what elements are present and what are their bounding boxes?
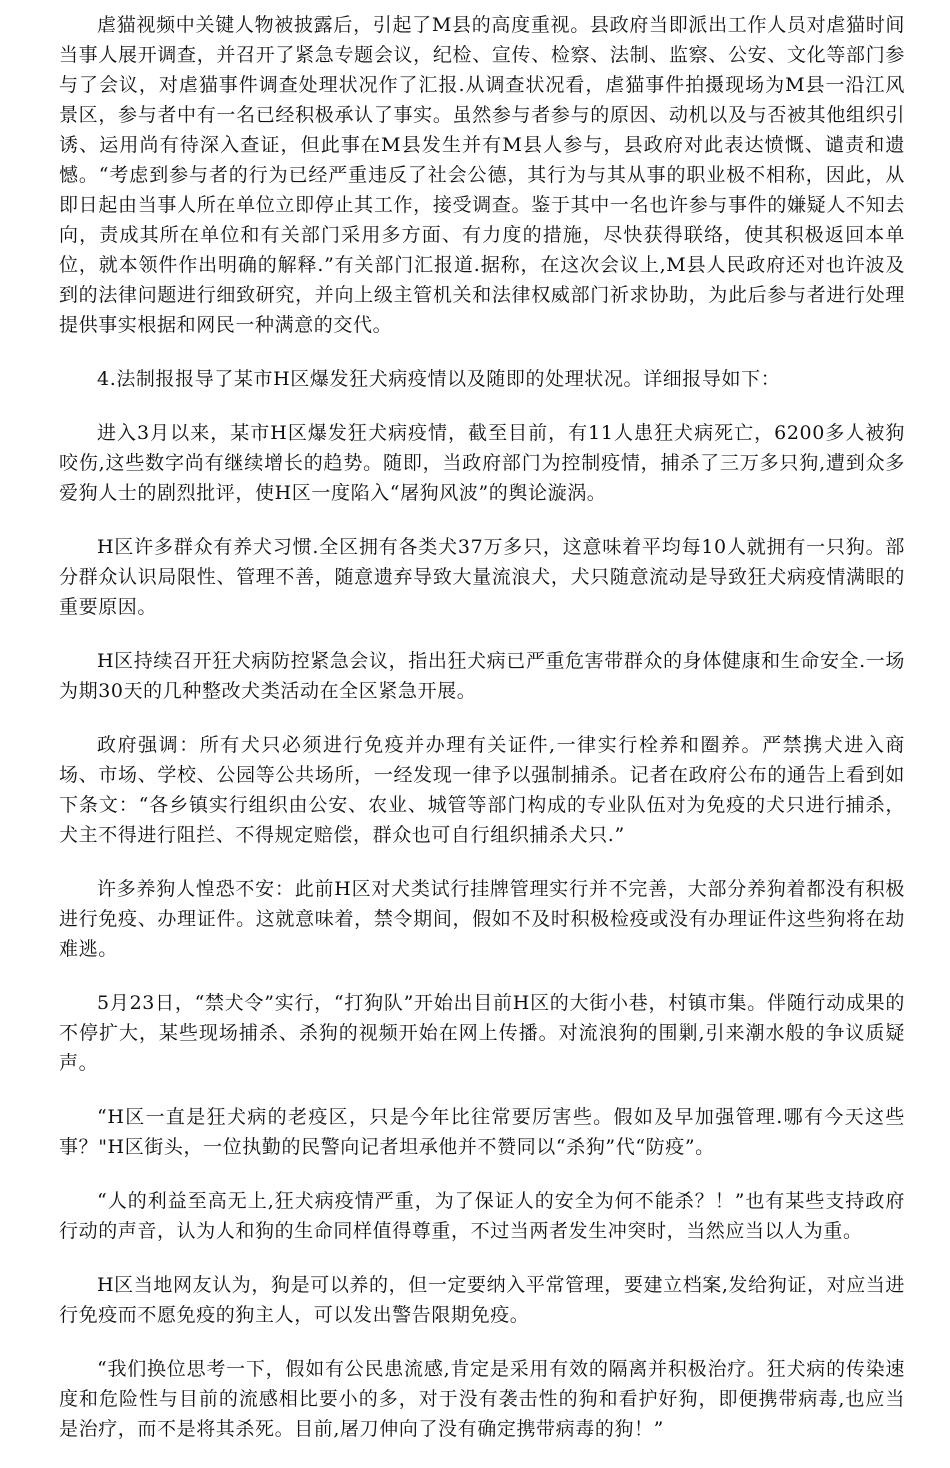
paragraph-emergency-meeting: H区持续召开狂犬病防控紧急会议，指出狂犬病已严重危害带群众的身体健康和生命安全.一场为期30天的几种整改犬类活动在全区紧急开展。	[59, 650, 905, 702]
paragraph-item-4-intro: 4.法制报报导了某市H区爆发狂犬病疫情以及随即的处理状况。详细报导如下：	[97, 368, 781, 390]
paragraph-supporters-view: “人的利益至高无上,狂犬病疫情严重，为了保证人的安全为何不能杀？！”也有某些支持政府行动的声音，认为人和狗的生命同样值得尊重，不过当两者发生冲突时，当然应当以人为重。	[59, 1190, 905, 1242]
paragraph-netizens-view: H区当地网友认为，狗是可以养的，但一定要纳入平常管理，要建立档案,发给狗证，对应当进行免疫而不愿免疫的狗主人，可以发出警告限期免疫。	[59, 1274, 905, 1326]
paragraph-owners-anxiety: 许多养狗人惶恐不安：此前H区对犬类试行挂牌管理实行并不完善，大部分养狗着都没有积极进行免疫、办理证件。这就意味着，禁令期间，假如不及时积极检疫或没有办理证件这些狗将在劫难逃。	[59, 878, 905, 960]
document-page	[59, 10, 905, 1468]
paragraph-empathy-quote: “我们换位思考一下，假如有公民患流感,肯定是采用有效的隔离并积极治疗。狂犬病的传染速度和危险性与目前的流感相比要小的多，对于没有袭击性的狗和看护好狗，即便携带病毒,也应当是治疗，而不是将其杀死。目前,屠刀伸向了没有确定携带病毒的狗！”	[59, 1358, 905, 1440]
paragraph-dog-ownership: H区许多群众有养犬习惯.全区拥有各类犬37万多只，这意味着平均每10人就拥有一只狗。部分群众认识局限性、管理不善，随意遗弃导致大量流浪犬，犬只随意流动是导致狂犬病疫情满眼的重要原因。	[59, 536, 905, 618]
paragraph-ban-enforced: 5月23日，“禁犬令”实行，“打狗队”开始出目前H区的大街小巷，村镇市集。伴随行动成果的不停扩大，某些现场捕杀、杀狗的视频开始在网上传播。对流浪狗的围剿,引来潮水般的争议质疑声。	[59, 992, 905, 1074]
paragraph-rabies-outbreak: 进入3月以来，某市H区爆发狂犬病疫情，截至目前，有11人患狂犬病死亡，6200多人被狗咬伤,这些数字尚有继续增长的趋势。随即，当政府部门为控制疫情，捕杀了三万多只狗,遭到众多爱狗人士的剧烈批评，使H区一度陷入“屠狗风波”的舆论漩涡。	[59, 422, 905, 504]
paragraph-police-quote: “H区一直是狂犬病的老疫区，只是今年比往常要厉害些。假如及早加强管理.哪有今天这些事？"H区街头，一位执勤的民警向记者坦承他并不赞同以“杀狗”代“防疫”。	[59, 1106, 905, 1158]
paragraph-m-county-cat-abuse: 虐猫视频中关键人物被披露后，引起了M县的高度重视。县政府当即派出工作人员对虐猫时间当事人展开调查，并召开了紧急专题会议，纪检、宣传、检察、法制、监察、公安、文化等部门参与了会议，对虐猫事件调查处理状况作了汇报.从调查状况看，虐猫事件拍摄现场为M县一沿江风景区，参与者中有一名已经积极承认了事实。虽然参与者参与的原因、动机以及与否被其他组织引诱、运用尚有待深入查证，但此事在M县发生并有M县人参与，县政府对此表达愤慨、谴责和遗憾。“考虑到参与者的行为已经严重违反了社会公德，其行为与其从事的职业极不相称，因此，从即日起由当事人所在单位立即停止其工作，接受调查。鉴于其中一名也许参与事件的嫌疑人不知去向，责成其所在单位和有关部门采用多方面、有力度的措施，尽快获得联络，使其积极返回本单位，就本领件作出明确的解释.”有关部门汇报道.据称，在这次会议上,M县人民政府还对也许波及到的法律问题进行细致研究，并向上级主管机关和法律权威部门祈求协助，为此后参与者进行处理提供事实根据和网民一种满意的交代。	[59, 14, 905, 336]
paragraph-government-policy: 政府强调：所有犬只必须进行免疫并办理有关证件,一律实行栓养和圈养。严禁携犬进入商场、市场、学校、公园等公共场所，一经发现一律予以强制捕杀。记者在政府公布的通告上看到如下条文：“各乡镇实行组织由公安、农业、城管等部门构成的专业队伍对为免疫的犬只进行捕杀，犬主不得进行阻拦、不得规定赔偿，群众也可自行组织捕杀犬只.”	[59, 734, 905, 846]
